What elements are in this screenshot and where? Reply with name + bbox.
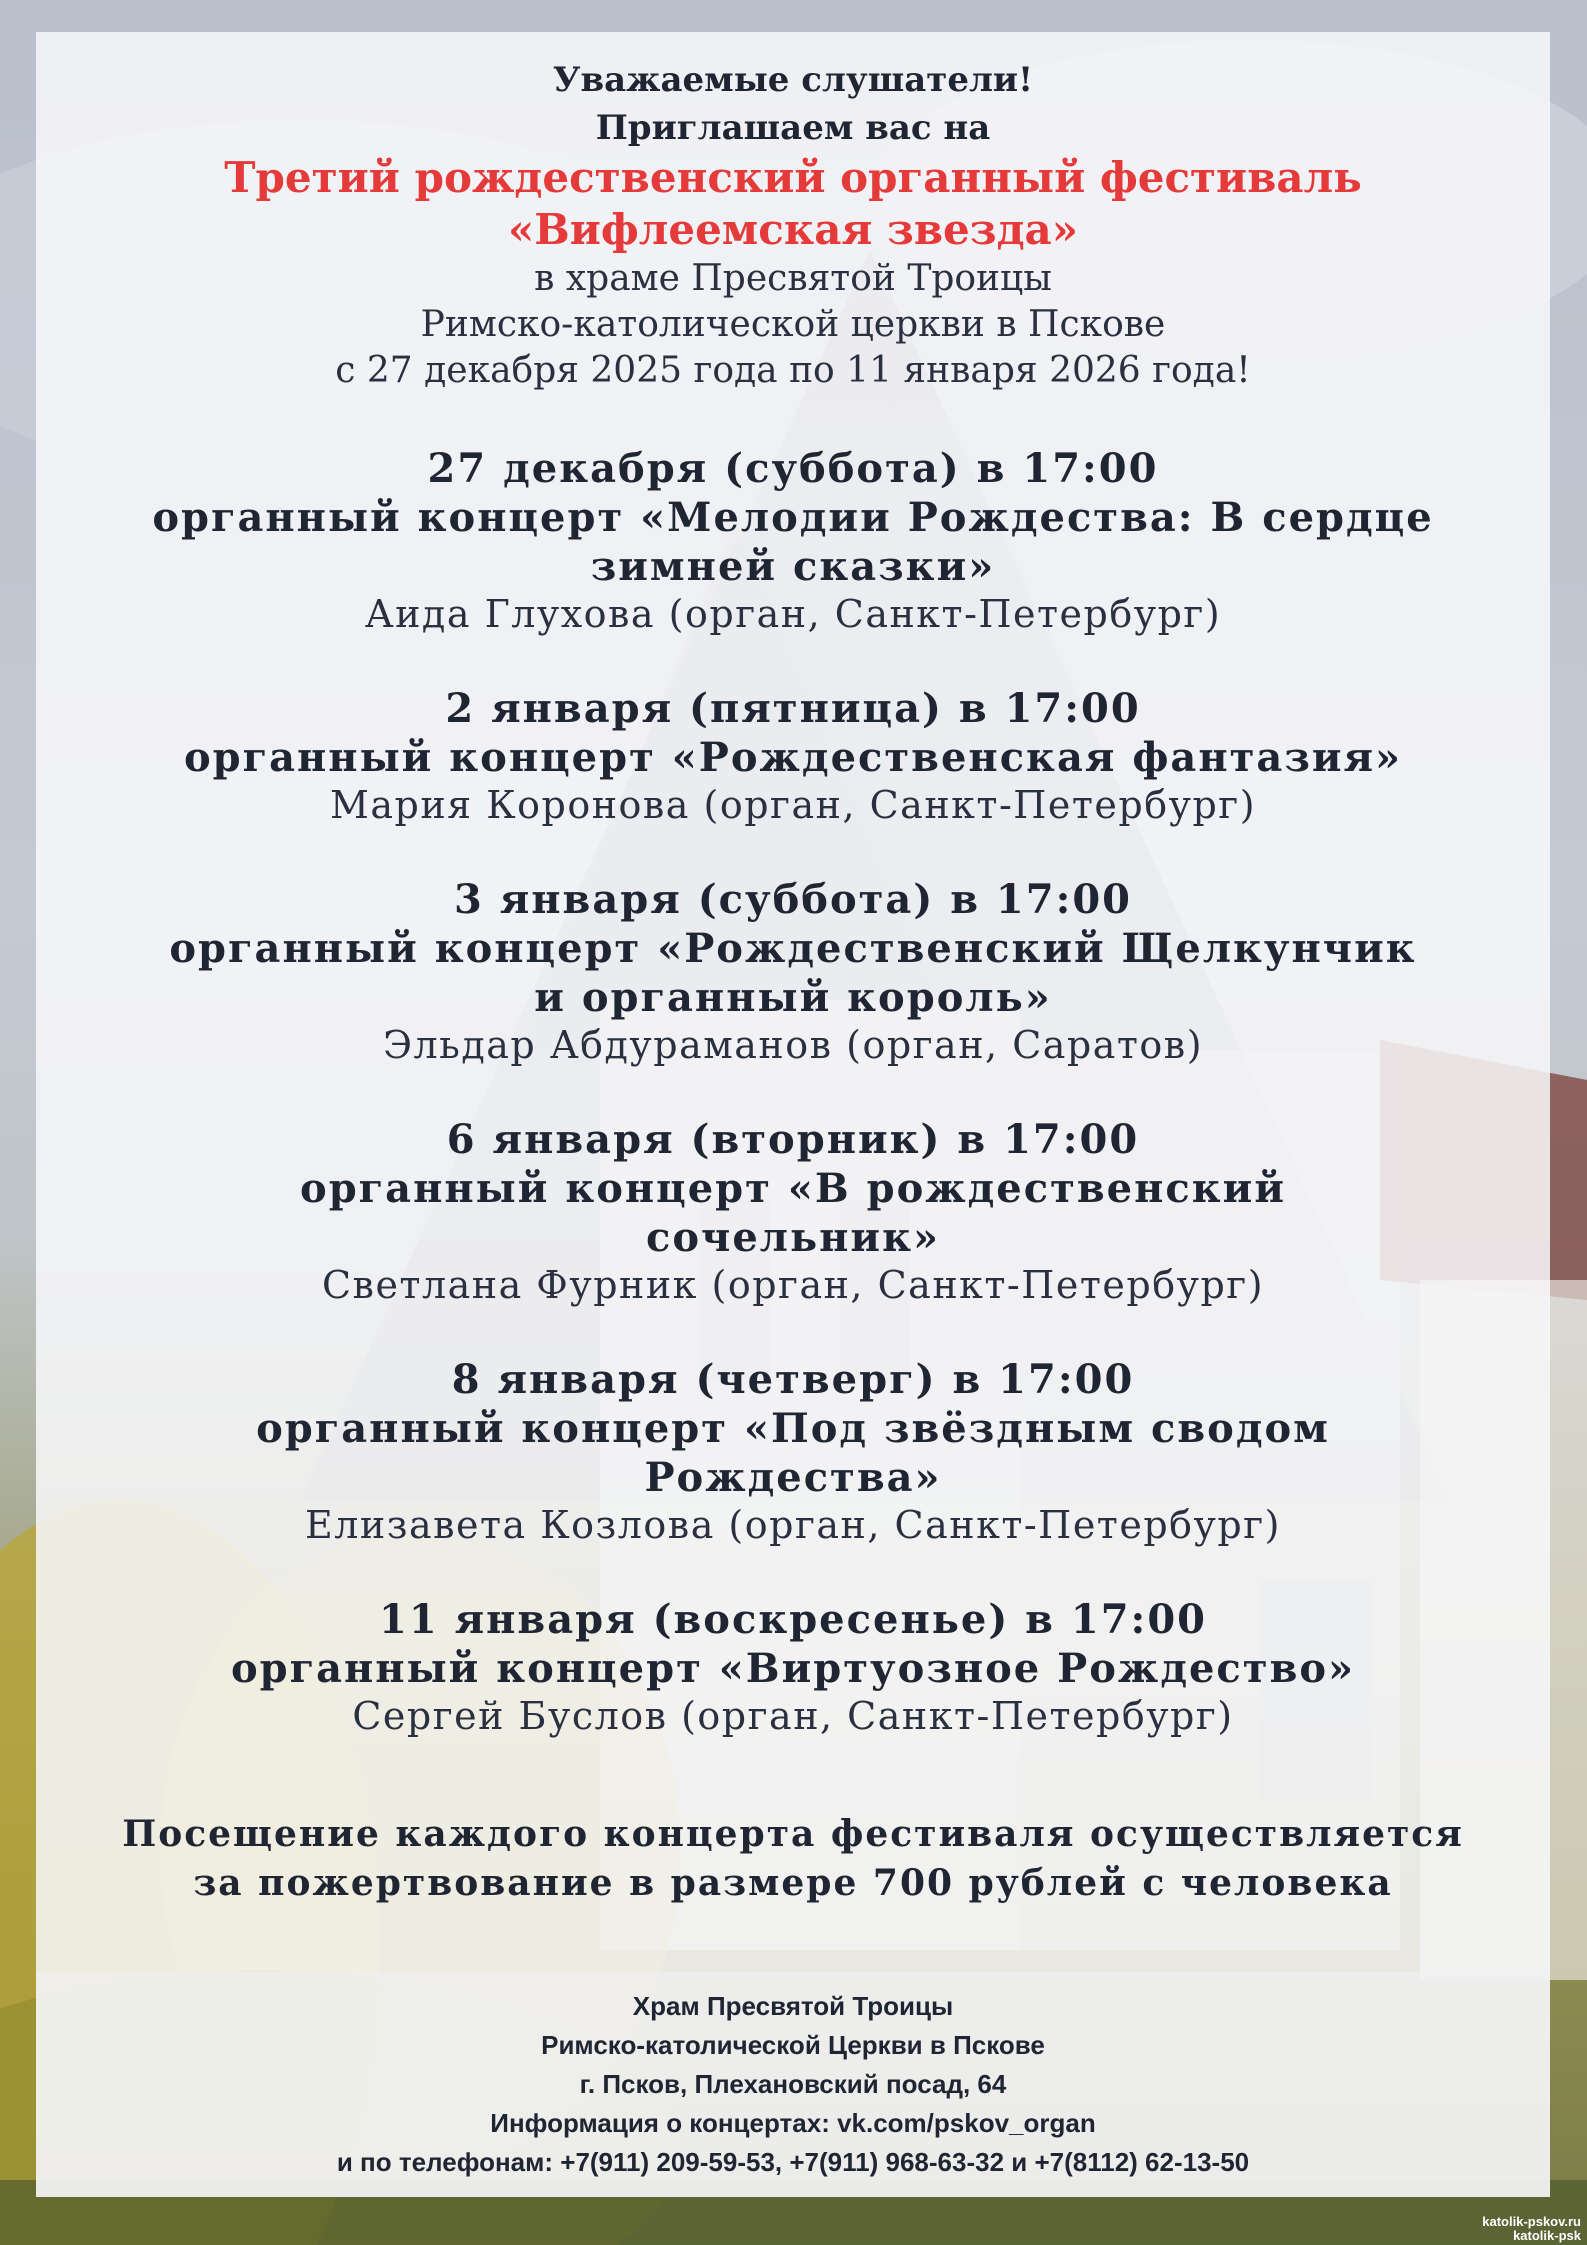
concert-item <box>36 1355 1550 1549</box>
concert-performer: Елизавета Козлова (орган, Санкт-Петербург) <box>305 1503 1281 1547</box>
concert-performer: Светлана Фурник (орган, Санкт-Петербург) <box>321 1263 1265 1307</box>
venue-line2: Римско-католической церкви в Пскове <box>420 304 1166 345</box>
concert-item <box>36 444 1550 638</box>
greeting: Уважаемые слушатели! <box>552 60 1034 100</box>
festival-title-line2: «Вифлеемская звезда» <box>507 205 1079 254</box>
concert-performer: Аида Глухова (орган, Санкт-Петербург) <box>364 592 1222 636</box>
concert-date: 2 января (пятница) в 17:00 <box>445 685 1141 732</box>
watermark-line1: katolik-pskov.ru <box>1482 2214 1581 2229</box>
footer-church-name: Храм Пресвятой Троицы <box>632 1991 954 2021</box>
concert-date: 8 января (четверг) в 17:00 <box>451 1356 1135 1403</box>
concert-title: органный концерт «Мелодии Рождества: В сердце зимней сказки» <box>152 494 1434 590</box>
footer-info-link: Информация о концертах: vk.com/pskov_organ <box>490 2108 1096 2138</box>
footer-address: г. Псков, Плехановский посад, 64 <box>579 2069 1007 2099</box>
concert-title: органный концерт «Виртуозное Рождество» <box>230 1645 1356 1692</box>
festival-title-line1: Третий рождественский органный фестиваль <box>224 153 1362 202</box>
concert-title: органный концерт «Рождественский Щелкунчик и органный король» <box>169 925 1417 1021</box>
concert-title: органный концерт «В рождественский сочельник» <box>300 1165 1286 1261</box>
concert-date: 6 января (вторник) в 17:00 <box>446 1116 1140 1163</box>
poster-content <box>36 32 1550 1740</box>
invite-text: Приглашаем вас на <box>595 108 991 148</box>
concert-date: 3 января (суббота) в 17:00 <box>453 876 1133 923</box>
concert-performer: Эльдар Абдураманов (орган, Саратов) <box>382 1023 1204 1067</box>
donation-notice <box>36 1810 1550 1908</box>
concert-item <box>36 875 1550 1069</box>
concert-date: 11 января (воскресенье) в 17:00 <box>379 1596 1207 1643</box>
concert-item <box>36 684 1550 829</box>
concert-performer: Сергей Буслов (орган, Санкт-Петербург) <box>352 1694 1234 1738</box>
concert-date: 27 декабря (суббота) в 17:00 <box>427 445 1159 492</box>
donation-line2: за пожертвование в размере 700 рублей с человека <box>193 1862 1393 1904</box>
watermark-line2: katolik-psk <box>1513 2228 1581 2243</box>
concert-performer: Мария Коронова (орган, Санкт-Петербург) <box>329 783 1257 827</box>
concert-title: органный концерт «Рождественская фантазия» <box>183 734 1403 781</box>
site-watermark <box>1482 2215 1581 2243</box>
concert-title: органный концерт «Под звёздным сводом Рождества» <box>256 1405 1330 1501</box>
donation-line1: Посещение каждого концерта фестиваля осуществляется <box>122 1813 1464 1855</box>
footer-phones: и по телефонам: +7(911) 209-59-53, +7(911) 968-63-32 и +7(8112) 62-13-50 <box>336 2147 1250 2177</box>
venue-line1: в храме Пресвятой Троицы <box>534 258 1052 299</box>
concert-item <box>36 1115 1550 1309</box>
concert-item <box>36 1595 1550 1740</box>
footer-church-affiliation: Римско-католической Церкви в Пскове <box>541 2030 1045 2060</box>
festival-dates: с 27 декабря 2025 года по 11 января 2026 года! <box>335 350 1251 391</box>
footer-info <box>36 1987 1550 2182</box>
